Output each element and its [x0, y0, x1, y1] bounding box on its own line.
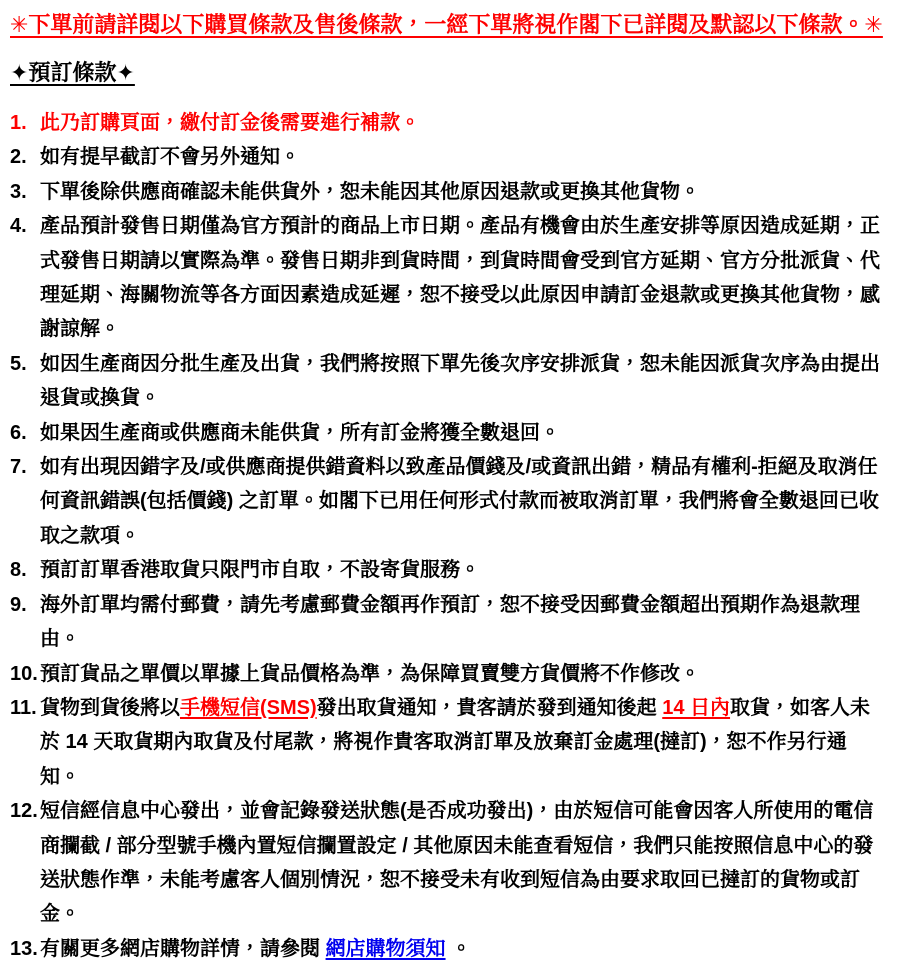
- term-item: [10, 588, 885, 657]
- pickup-days-highlight: 14 日內: [662, 696, 731, 719]
- term-text-segment: 取貨，如客人未於 14 天取貨期內取貨及付尾款，將視作貴客取消訂單及放棄訂金處理(撻訂)，恕不作另行通知。: [40, 696, 871, 788]
- term-text-segment: 此乃訂購頁面，繳付訂金後需要進行補款。: [40, 112, 420, 134]
- term-number: 4.: [10, 215, 27, 238]
- term-text-segment: 短信經信息中心發出，並會記錄發送狀態(是否成功發出)，由於短信可能會因客人所使用的電信商攔截 / 部分型號手機內置短信攔置設定 / 其他原因未能查看短信，我們只能按照信息中心的發送狀態作準，未能考慮客人個別情況，恕不接受未有收到短信為由要求取回已撻訂的貨物或訂金。: [40, 800, 874, 926]
- term-item: [10, 175, 885, 209]
- term-text: [40, 800, 873, 925]
- term-text: [40, 146, 300, 168]
- term-number: 2.: [10, 146, 27, 169]
- term-number: 1.: [10, 112, 27, 134]
- term-item: [10, 347, 885, 416]
- section-title: ✦預訂條款✦: [10, 60, 135, 85]
- term-item: [10, 416, 885, 450]
- term-number: 5.: [10, 352, 27, 375]
- term-text: [40, 353, 880, 409]
- term-text-segment: 預訂貨品之單價以單據上貨品價格為準，為保障買賣雙方貨價將不作修改。: [40, 662, 700, 685]
- term-text-segment: 發出取貨通知，貴客請於發到通知後起: [316, 696, 663, 719]
- term-text-segment: 產品預計發售日期僅為官方預計的商品上市日期。產品有機會由於生產安排等原因造成延期，正式發售日期請以實際為準。發售日期非到貨時間，到貨時間會受到官方延期、官方分批派貨、代理延期、海關物流等各方面因素造成延遲，恕不接受以此原因申請訂金退款或更換其他貨物，感謝諒解。: [40, 215, 880, 341]
- term-text: [40, 938, 471, 960]
- term-number: 9.: [10, 593, 27, 616]
- term-text-segment: 海外訂單均需付郵費，請先考慮郵費金額再作預訂，恕不接受因郵費金額超出預期作為退款理由。: [40, 593, 860, 651]
- term-text: [40, 215, 880, 340]
- term-item: [10, 140, 885, 174]
- term-text: [40, 456, 879, 547]
- term-item: [10, 209, 885, 347]
- pre-order-notice: ✳下單前請詳閱以下購買條款及售後條款，一經下單將視作閣下已詳閱及默認以下條款。✳: [10, 12, 883, 37]
- term-number: 7.: [10, 456, 27, 479]
- term-item: [10, 794, 885, 932]
- term-number: 12.: [10, 800, 38, 823]
- term-text-segment: 如有出現因錯字及/或供應商提供錯資料以致產品價錢及/或資訊出錯，精品有權利-拒絕及取消任何資訊錯誤(包括價錢) 之訂單。如閣下已用任何形式付款而被取消訂單，我們將會全數退回已收取之款項。: [40, 456, 879, 547]
- term-number: 10.: [10, 662, 38, 685]
- term-text-segment: 。: [445, 937, 472, 960]
- term-item: [10, 106, 885, 140]
- term-text: [40, 663, 700, 685]
- term-item: [10, 450, 885, 553]
- term-number: 6.: [10, 421, 27, 444]
- term-number: 3.: [10, 180, 27, 203]
- term-text-segment: 如有提早截訂不會另外通知。: [40, 146, 300, 169]
- term-text: [40, 112, 420, 134]
- term-text-segment: 有關更多網店購物詳情，請參閱: [40, 937, 326, 960]
- term-text-segment: 如因生產商因分批生產及出貨，我們將按照下單先後次序安排派貨，恕未能因派貨次序為由提出退貨或換貨。: [40, 352, 880, 410]
- term-text-segment: 預訂訂單香港取貨只限門市自取，不設寄貨服務。: [40, 559, 480, 582]
- term-item: [10, 657, 885, 691]
- term-text: [40, 181, 700, 203]
- term-text: [40, 697, 870, 788]
- term-text-segment: 下單後除供應商確認未能供貨外，恕未能因其他原因退款或更換其他貨物。: [40, 180, 700, 203]
- term-item: [10, 932, 885, 966]
- term-number: 8.: [10, 559, 27, 582]
- sms-highlight: 手機短信(SMS): [180, 696, 317, 719]
- term-text: [40, 594, 860, 650]
- term-text: [40, 422, 560, 444]
- term-number: 11.: [10, 696, 37, 719]
- shop-notice-link[interactable]: 網店購物須知: [325, 937, 446, 960]
- terms-list: [10, 106, 885, 966]
- term-text-segment: 如果因生產商或供應商未能供貨，所有訂金將獲全數退回。: [40, 421, 560, 444]
- term-text-segment: 貨物到貨後將以: [40, 696, 180, 719]
- term-number: 13.: [10, 937, 38, 960]
- term-item: [10, 553, 885, 587]
- term-text: [40, 559, 480, 581]
- term-item: [10, 691, 885, 794]
